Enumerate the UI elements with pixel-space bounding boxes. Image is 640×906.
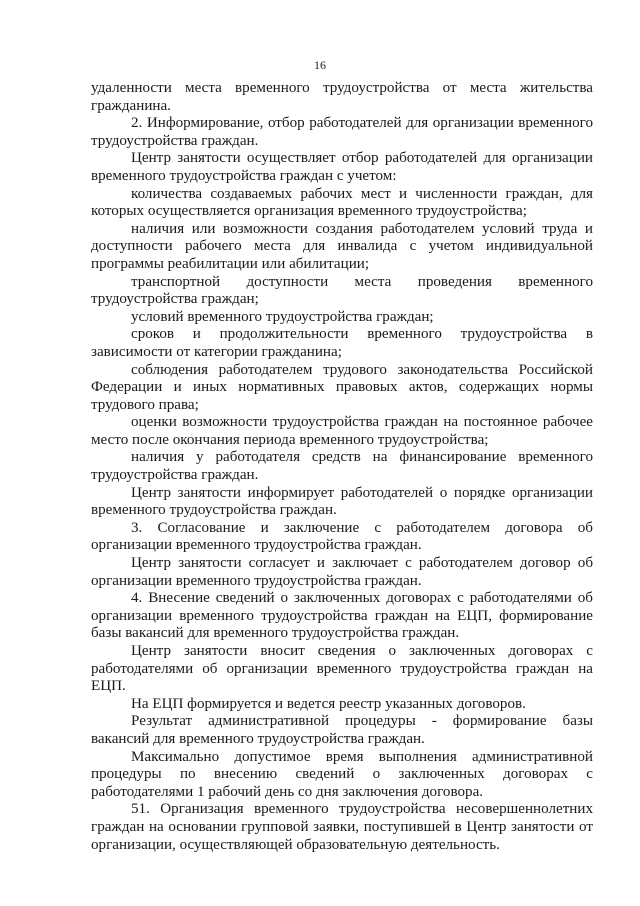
section-heading: 4. Внесение сведений о заключенных договорах с работодателями об организации временного трудоустройства граждан на ЕЦП, формирование базы вакансий для временного трудоустройства граждан. — [91, 590, 593, 642]
list-item: сроков и продолжительности временного трудоустройства в зависимости от категории гражданина; — [91, 326, 593, 360]
page-number: 16 — [314, 58, 326, 72]
list-item: наличия у работодателя средств на финансирование временного трудоустройства граждан. — [91, 449, 593, 484]
paragraph: Результат административной процедуры - формирование базы вакансий для временного трудоустройства граждан. — [91, 713, 593, 747]
section-heading: 3. Согласование и заключение с работодателем договора об организации временного трудоустройства граждан. — [91, 519, 593, 554]
list-item: транспортной доступности места проведения временного трудоустройства граждан; — [91, 273, 593, 308]
list-item: наличия или возможности создания работодателем условий труда и доступности рабочего места для инвалида с учетом индивидуальной программы реабилитации или абилитации; — [91, 220, 593, 272]
paragraph: Максимально допустимое время выполнения административной процедуры по внесению сведений о заключенных договорах с работодателями 1 рабочий день со дня заключения договора. — [91, 748, 593, 800]
paragraph: удаленности места временного трудоустройства от места жительства гражданина. — [91, 80, 593, 114]
section-heading: 51. Организация временного трудоустройства несовершеннолетних граждан на основании групповой заявки, поступившей в Центр занятости от организации, осуществляющей образовательную деятельность. — [91, 801, 593, 853]
list-item: соблюдения работодателем трудового законодательства Российской Федерации и иных нормативных правовых актов, содержащих нормы трудового права; — [91, 361, 593, 413]
paragraph: Центр занятости вносит сведения о заключенных договорах с работодателями об организации временного трудоустройства граждан на ЕЦП. — [91, 643, 593, 695]
document-body — [91, 80, 593, 854]
section-heading: 2. Информирование, отбор работодателей для организации временного трудоустройства граждан. — [91, 115, 593, 149]
list-item: оценки возможности трудоустройства граждан на постоянное рабочее место после окончания периода временного трудоустройства; — [91, 414, 593, 448]
list-item: условий временного трудоустройства граждан; — [131, 308, 434, 325]
paragraph: Центр занятости согласует и заключает с работодателем договор об организации временного трудоустройства граждан. — [91, 555, 593, 589]
paragraph: На ЕЦП формируется и ведется реестр указанных договоров. — [131, 695, 526, 712]
paragraph: Центр занятости информирует работодателей о порядке организации временного трудоустройства граждан. — [91, 484, 593, 519]
paragraph: Центр занятости осуществляет отбор работодателей для организации временного трудоустройства граждан с учетом: — [91, 150, 593, 184]
list-item: количества создаваемых рабочих мест и численности граждан, для которых осуществляется организация временного трудоустройства; — [91, 185, 593, 220]
